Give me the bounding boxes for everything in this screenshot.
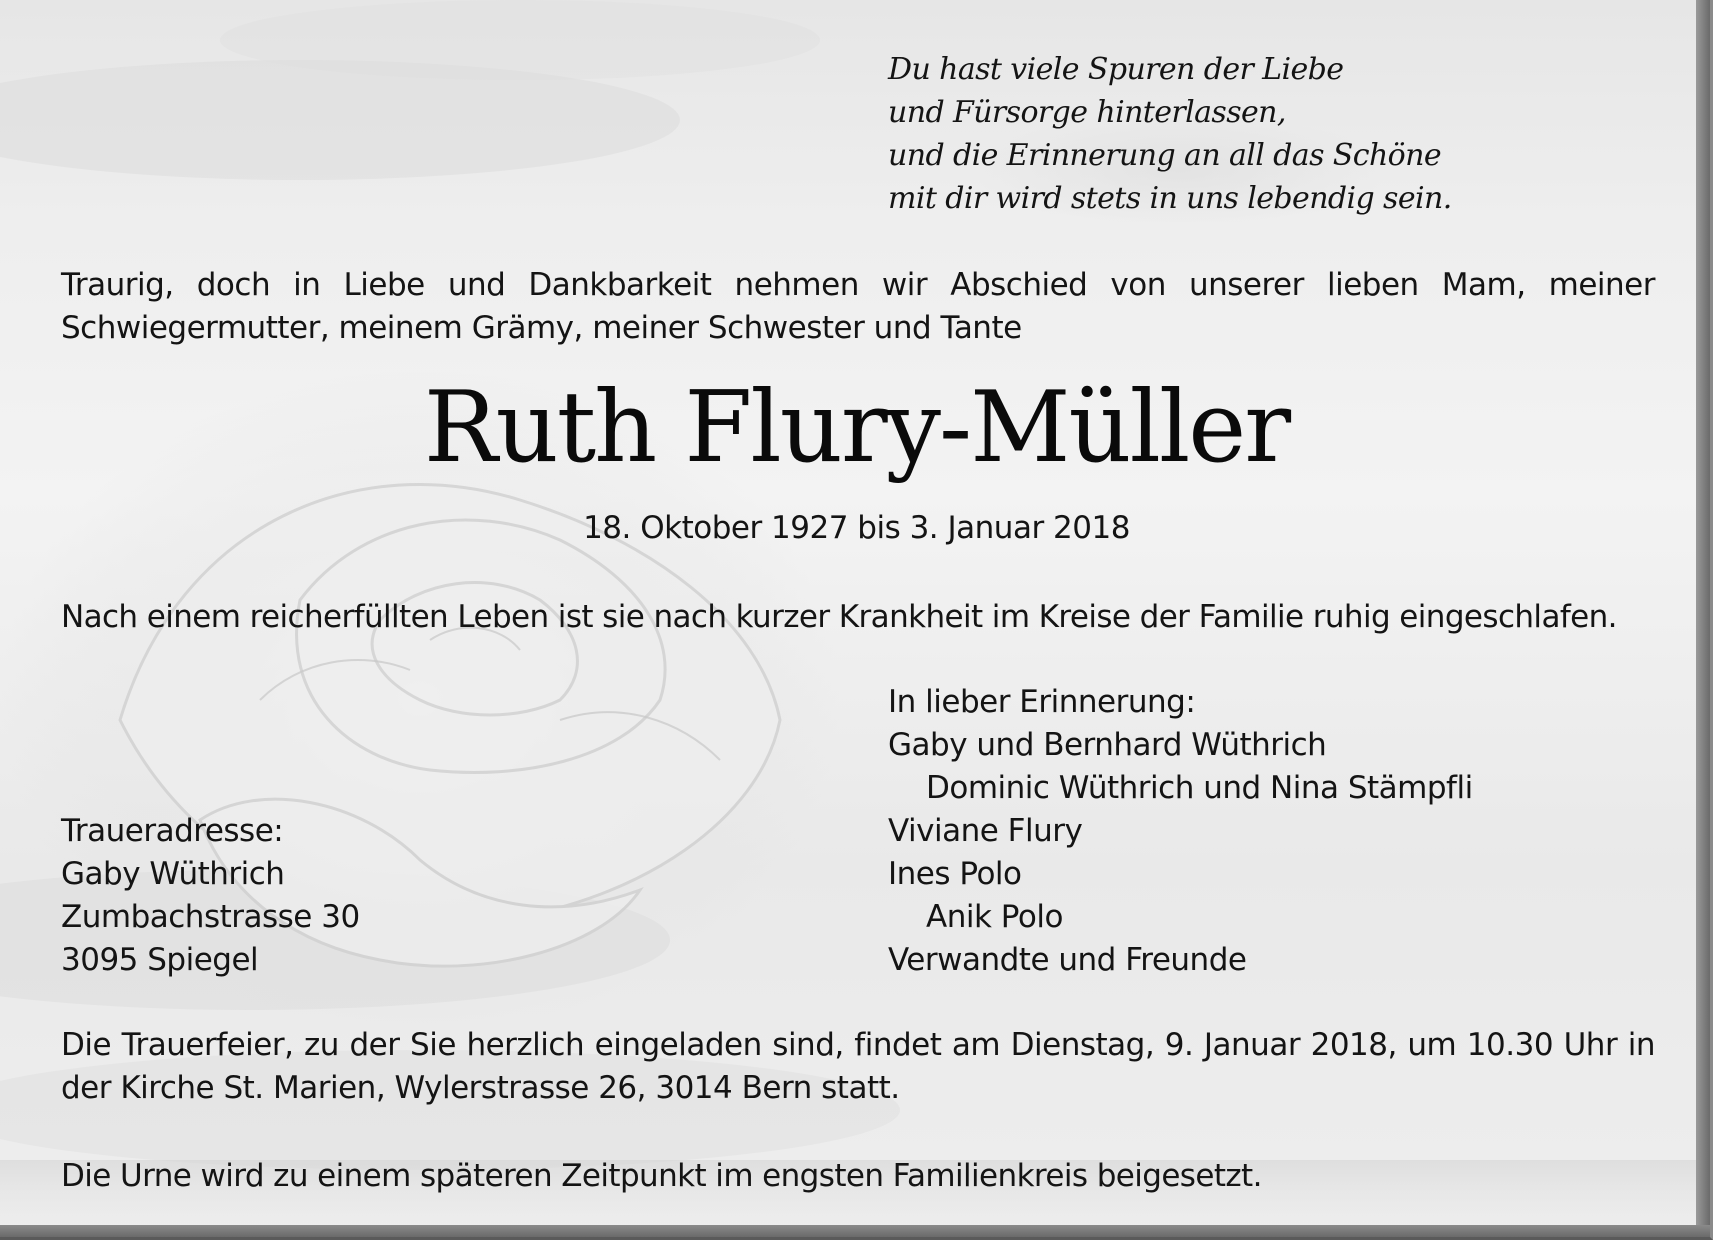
poem-line: und die Erinnerung an all das Schöne: [888, 138, 1442, 173]
passing-text: Nach einem reicherfüllten Leben ist sie nach kurzer Krankheit im Kreise der Familie ruhig eingeschlafen.: [61, 599, 1617, 635]
memorial-poem: [888, 48, 1452, 220]
deceased-name: Ruth Flury-Müller: [423, 371, 1290, 485]
address-city: 3095 Spiegel: [61, 942, 259, 978]
life-dates: 18. Oktober 1927 bis 3. Januar 2018: [583, 510, 1130, 546]
address-name: Gaby Wüthrich: [61, 856, 285, 892]
poem-line: Du hast viele Spuren der Liebe: [888, 52, 1344, 87]
intro-text: Traurig, doch in Liebe und Dankbarkeit nehmen wir Abschied von unserer lieben Mam, meiner Schwiegermutter, meinem Grämy, meiner Schwester und Tante: [61, 267, 1655, 346]
burial-text: Die Urne wird zu einem späteren Zeitpunkt im engsten Familienkreis beigesetzt.: [61, 1158, 1262, 1194]
mourners-list: [888, 681, 1473, 982]
service-text: Die Trauerfeier, zu der Sie herzlich eingeladen sind, findet am Dienstag, 9. Januar 2018, um 10.30 Uhr in der Kirche St. Marien, Wylerstrasse 26, 3014 Bern statt.: [61, 1027, 1655, 1106]
poem-line: und Fürsorge hinterlassen,: [888, 95, 1286, 130]
mourner-entry: Verwandte und Freunde: [888, 942, 1247, 978]
mourner-entry: Dominic Wüthrich und Nina Stämpfli: [926, 770, 1473, 806]
mourning-address: [61, 810, 360, 982]
mourner-entry: Anik Polo: [926, 899, 1063, 935]
page-edge-right: [1696, 0, 1710, 1240]
address-street: Zumbachstrasse 30: [61, 899, 360, 935]
page-edge-bottom: [0, 1225, 1713, 1237]
poem-line: mit dir wird stets in uns lebendig sein.: [888, 181, 1452, 216]
mourner-entry: Gaby und Bernhard Wüthrich: [888, 727, 1327, 763]
mourner-entry: Ines Polo: [888, 856, 1022, 892]
mourners-heading: In lieber Erinnerung:: [888, 684, 1196, 720]
address-label: Traueradresse:: [61, 813, 284, 849]
mourner-entry: Viviane Flury: [888, 813, 1083, 849]
